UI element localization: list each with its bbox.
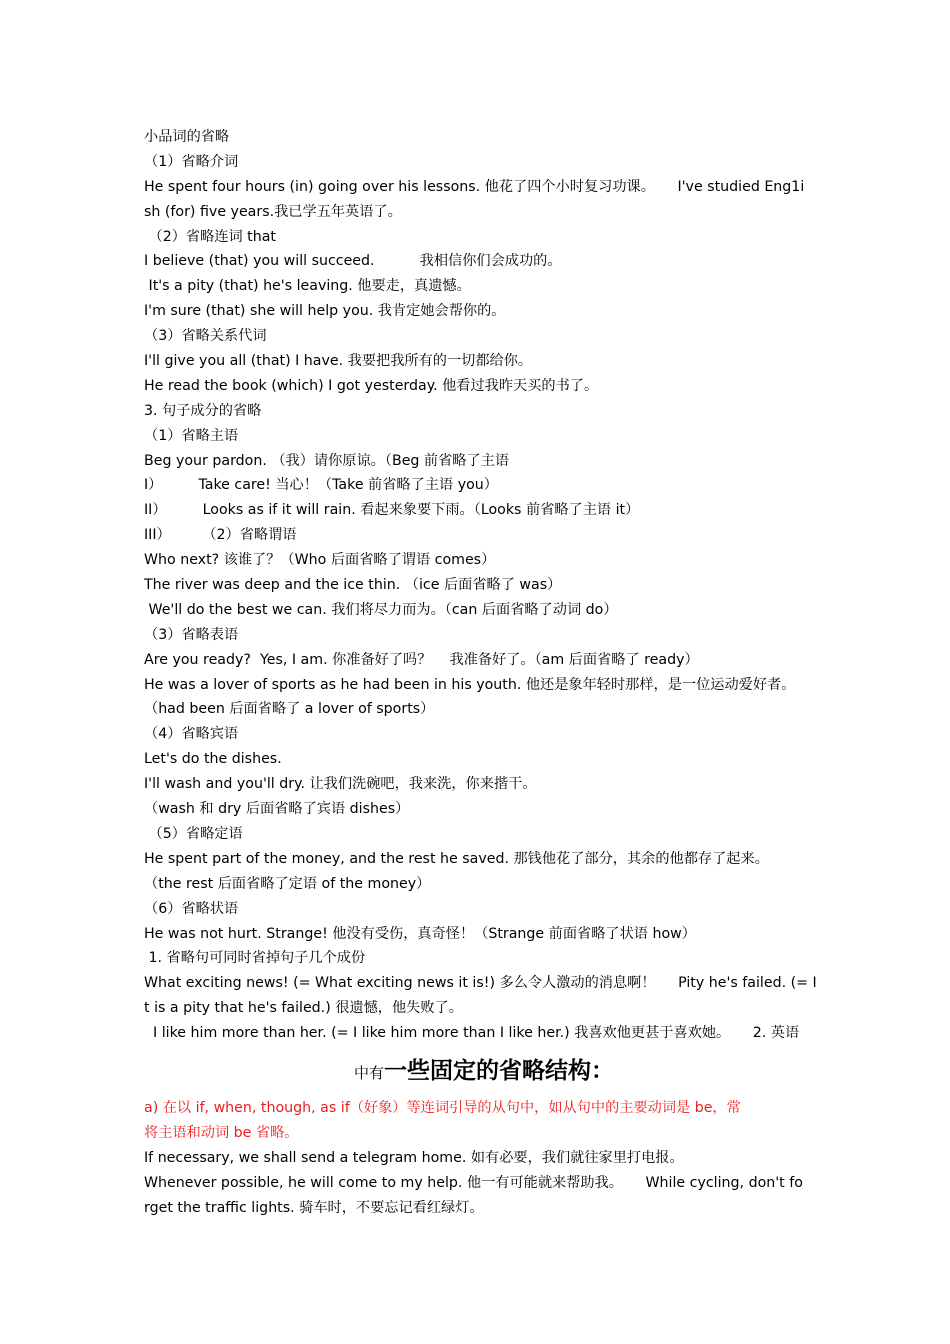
text-line: I believe (that) you will succeed. 我相信你们会成功的。 <box>144 253 562 270</box>
text-line: The river was deep and the ice thin. （ice 后面省略了 was） <box>144 577 562 594</box>
text-line: I'm sure (that) she will help you. 我肯定她会帮你的。 <box>144 303 506 320</box>
text-line: t is a pity that he's failed.) 很遗憾，他失败了。 <box>144 1000 463 1017</box>
text-line: I like him more than her. (= I like him more than I like her.) 我喜欢他更甚于喜欢她。 2. 英语 <box>144 1025 800 1042</box>
text-line: What exciting news! (= What exciting news it is!) 多么令人激动的消息啊！ Pity he's failed. (= I <box>144 975 817 992</box>
text-line: Beg your pardon. （我）请你原谅。（Beg 前省略了主语 <box>144 452 510 469</box>
text-block-bottom <box>144 1146 824 1221</box>
text-line: Whenever possible, he will come to my help. 他一有可能就来帮助我。 While cycling, don't fo <box>144 1174 803 1191</box>
text-line: III） （2）省略谓语 <box>144 527 297 544</box>
text-line: We'll do the best we can. 我们将尽力而为。（can 后面省略了动词 do） <box>144 601 618 618</box>
text-line: 小品词的省略 <box>144 129 230 145</box>
heading-prefix: 中有 <box>353 1063 384 1082</box>
text-line: （wash 和 dry 后面省略了宾语 dishes） <box>144 801 410 818</box>
text-line: Who next? 该谁了？（Who 后面省略了谓语 comes） <box>144 552 496 569</box>
text-line: sh (for) five years.我已学五年英语了。 <box>144 203 402 220</box>
text-line: It's a pity (that) he's leaving. 他要走，真遗憾。 <box>144 278 471 295</box>
text-line: I'll give you all (that) I have. 我要把我所有的一切都给你。 <box>144 353 533 370</box>
heading-main: 一些固定的省略结构： <box>384 1057 614 1084</box>
text-line: （3）省略表语 <box>144 626 239 643</box>
text-block-highlight <box>144 1096 824 1146</box>
text-line: II） Looks as if it will rain. 看起来象要下雨。（Looks 前省略了主语 it） <box>144 502 640 519</box>
text-line: （6）省略状语 <box>144 900 239 917</box>
text-line: a) 在以 if, when, though, as if（好象）等连词引导的从句中，如从句中的主要动词是 be，常 <box>144 1099 741 1116</box>
text-line: （1）省略介词 <box>144 153 239 170</box>
text-line: （had been 后面省略了 a lover of sports） <box>144 701 435 718</box>
text-line: （4）省略宾语 <box>144 726 239 743</box>
text-line: 将主语和动词 be 省略。 <box>144 1124 299 1141</box>
text-line: He was not hurt. Strange! 他没有受伤，真奇怪！（Strange 前面省略了状语 how） <box>144 925 696 942</box>
section-heading <box>144 1046 824 1096</box>
text-line: I'll wash and you'll dry. 让我们洗碗吧，我来洗，你来揩干。 <box>144 776 537 793</box>
text-block-top <box>144 125 824 1046</box>
text-line: If necessary, we shall send a telegram home. 如有必要，我们就往家里打电报。 <box>144 1149 684 1166</box>
text-line: （2）省略连词 that <box>144 228 276 245</box>
text-line: 1. 省略句可同时省掉句子几个成份 <box>144 950 366 967</box>
document-page <box>144 125 824 1220</box>
text-line: （3）省略关系代词 <box>144 328 267 345</box>
text-line: I） Take care! 当心！（Take 前省略了主语 you） <box>144 477 498 494</box>
text-line: He spent four hours (in) going over his lessons. 他花了四个小时复习功课。 I've studied Eng1i <box>144 178 805 195</box>
text-line: 3. 句子成分的省略 <box>144 402 262 419</box>
text-line: Let's do the dishes. <box>144 751 282 768</box>
text-line: （1）省略主语 <box>144 427 239 444</box>
text-line: He read the book (which) I got yesterday. 他看过我昨天买的书了。 <box>144 377 599 394</box>
text-line: rget the traffic lights. 骑车时，不要忘记看红绿灯。 <box>144 1199 484 1216</box>
text-line: （the rest 后面省略了定语 of the money） <box>144 875 431 892</box>
text-line: （5）省略定语 <box>144 825 243 842</box>
text-line: He spent part of the money, and the rest he saved. 那钱他花了部分，其余的他都存了起来。 <box>144 850 769 867</box>
text-line: He was a lover of sports as he had been in his youth. 他还是象年轻时那样，是一位运动爱好者。 <box>144 676 796 693</box>
text-line: Are you ready? Yes, I am. 你准备好了吗？ 我准备好了。（am 后面省略了 ready） <box>144 651 699 668</box>
